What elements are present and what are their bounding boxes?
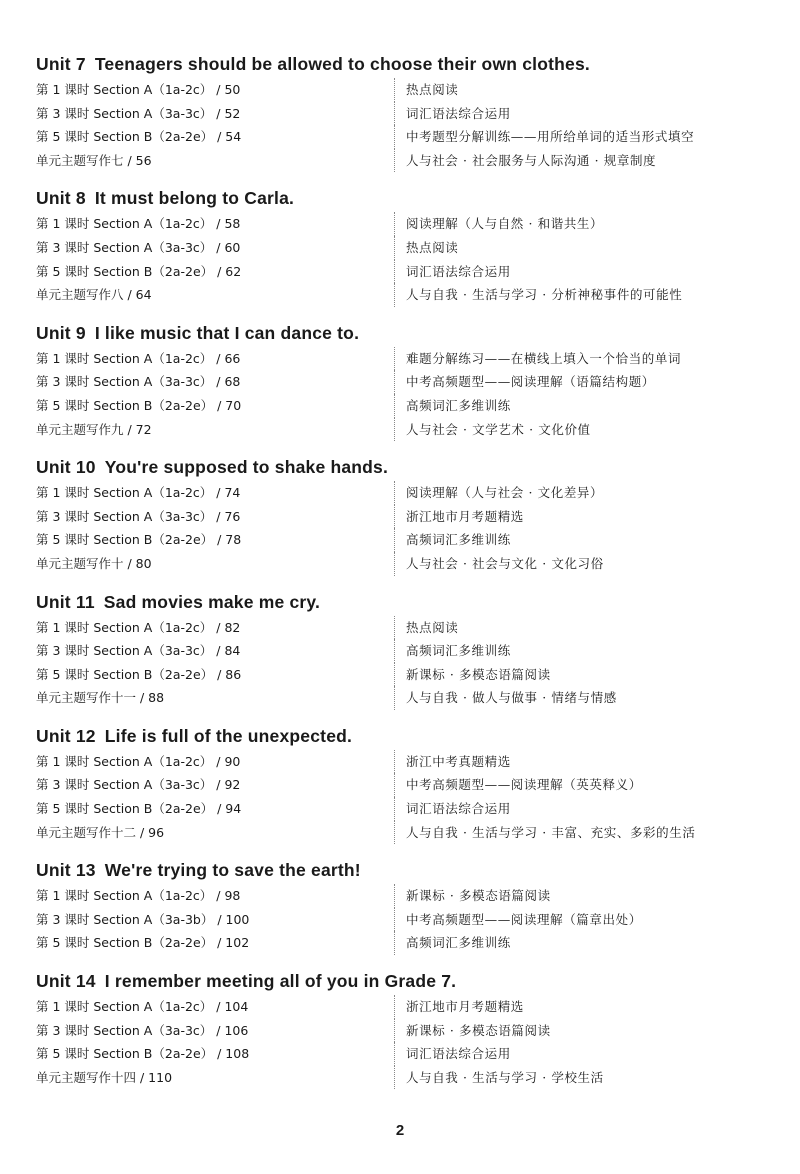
lesson-row [36,616,766,640]
lesson-entry: 第 5 课时 Section B（2a-2e） / 86 [36,666,242,682]
unit-section [36,50,766,172]
lesson-row [36,1042,766,1066]
unit-name: I remember meeting all of you in Grade 7. [104,971,457,992]
lesson-row [36,1066,766,1090]
lesson-row [36,773,766,797]
lesson-entry: 第 1 课时 Section A（1a-2c） / 74 [36,485,241,501]
unit-name: I like music that I can dance to. [94,322,360,343]
lesson-topic: 浙江中考真题精选 [406,753,511,769]
lesson-topic: 人与社会 · 社会与文化 · 文化习俗 [406,555,604,571]
dotted-divider [394,908,396,932]
lesson-entry: 第 5 课时 Section B（2a-2e） / 54 [36,129,242,145]
lesson-entry: 单元主题写作十二 / 96 [36,824,165,840]
lesson-entry: 第 3 课时 Section A（3a-3c） / 84 [36,643,241,659]
lesson-topic: 人与社会 · 文学艺术 · 文化价值 [406,421,591,437]
dotted-divider [394,149,396,173]
lesson-entry: 第 3 课时 Section A（3a-3c） / 92 [36,777,241,793]
unit-label: Unit 7 [36,54,86,74]
lesson-entry: 第 3 课时 Section A（3a-3c） / 68 [36,374,241,390]
lesson-entry: 第 1 课时 Section A（1a-2c） / 90 [36,753,241,769]
lesson-row [36,884,766,908]
lesson-topic: 人与自我 · 生活与学习 · 分析神秘事件的可能性 [406,287,683,303]
dotted-divider [394,931,396,955]
dotted-divider [394,283,396,307]
lesson-topic: 热点阅读 [406,619,459,635]
lesson-topic: 高频词汇多维训练 [406,532,511,548]
dotted-divider [394,1019,396,1043]
dotted-divider [394,370,396,394]
lesson-entry: 第 3 课时 Section A（3a-3c） / 60 [36,239,241,255]
dotted-divider [394,78,396,102]
lesson-topic: 高频词汇多维训练 [406,643,511,659]
lesson-topic: 高频词汇多维训练 [406,397,511,413]
lesson-topic: 中考高频题型——阅读理解（英英释义） [406,777,642,793]
dotted-divider [394,773,396,797]
dotted-divider [394,995,396,1019]
unit-label: Unit 13 [36,860,96,881]
lesson-row [36,481,766,505]
page-number: 2 [395,1122,405,1139]
unit-title [36,722,766,750]
lesson-entry: 单元主题写作七 / 56 [36,152,152,168]
lesson-topic: 词汇语法综合运用 [406,105,511,121]
lesson-row [36,639,766,663]
lesson-topic: 热点阅读 [406,239,459,255]
dotted-divider [394,884,396,908]
unit-section [36,453,766,575]
dotted-divider [394,347,396,371]
lesson-entry: 第 3 课时 Section A（3a-3b） / 100 [36,911,250,927]
lesson-entry: 第 1 课时 Section A（1a-2c） / 82 [36,619,241,635]
lesson-topic: 新课标 · 多模态语篇阅读 [406,1022,551,1038]
lesson-entry: 单元主题写作十四 / 110 [36,1069,173,1085]
dotted-divider [394,821,396,845]
dotted-divider [394,616,396,640]
lesson-topic: 人与自我 · 生活与学习 · 学校生活 [406,1069,604,1085]
lesson-row [36,236,766,260]
unit-label: Unit 12 [36,725,96,746]
unit-label: Unit 10 [36,457,96,478]
dotted-divider [394,663,396,687]
lesson-entry: 第 5 课时 Section B（2a-2e） / 70 [36,397,242,413]
lesson-topic: 新课标 · 多模态语篇阅读 [406,888,551,904]
lesson-topic: 阅读理解（人与自然 · 和谐共生） [406,216,604,232]
unit-label: Unit 9 [36,322,86,343]
lesson-row [36,528,766,552]
lesson-entry: 第 1 课时 Section A（1a-2c） / 98 [36,888,241,904]
lesson-topic: 词汇语法综合运用 [406,263,511,279]
lesson-entry: 第 5 课时 Section B（2a-2e） / 62 [36,263,242,279]
lesson-topic: 中考高频题型——阅读理解（篇章出处） [406,911,642,927]
dotted-divider [394,750,396,774]
lesson-row [36,505,766,529]
lesson-topic: 新课标 · 多模态语篇阅读 [406,666,551,682]
lesson-topic: 人与自我 · 做人与做事 · 情绪与情感 [406,690,617,706]
lesson-row [36,394,766,418]
lesson-entry: 第 5 课时 Section B（2a-2e） / 94 [36,801,242,817]
lesson-row [36,347,766,371]
unit-name: You're supposed to shake hands. [104,457,389,478]
unit-title [36,184,766,212]
lesson-topic: 人与自我 · 生活与学习 · 丰富、充实、多彩的生活 [406,824,696,840]
lesson-row [36,260,766,284]
dotted-divider [394,1066,396,1090]
dotted-divider [394,1042,396,1066]
dotted-divider [394,260,396,284]
dotted-divider [394,552,396,576]
dotted-divider [394,418,396,442]
lesson-topic: 浙江地市月考题精选 [406,508,524,524]
lesson-entry: 第 3 课时 Section A（3a-3c） / 52 [36,105,241,121]
lesson-entry: 单元主题写作九 / 72 [36,421,152,437]
lesson-row [36,995,766,1019]
lesson-row [36,418,766,442]
dotted-divider [394,639,396,663]
dotted-divider [394,125,396,149]
dotted-divider [394,236,396,260]
lesson-topic: 中考题型分解训练——用所给单词的适当形式填空 [406,129,695,145]
lesson-entry: 第 1 课时 Section A（1a-2c） / 66 [36,350,241,366]
lesson-topic: 热点阅读 [406,82,459,97]
unit-name: Teenagers should be allowed to choose their own clothes. [94,54,590,74]
lesson-topic: 阅读理解（人与社会 · 文化差异） [406,485,604,501]
lesson-entry: 第 1 课时 Section A（1a-2c） / 104 [36,999,249,1015]
lesson-entry: 第 1 课时 Section A（1a-2c） / 58 [36,216,241,232]
dotted-divider [394,212,396,236]
lesson-entry: 第 3 课时 Section A（3a-3c） / 76 [36,508,241,524]
lesson-row [36,125,766,149]
unit-label: Unit 8 [36,188,86,209]
lesson-entry: 第 3 课时 Section A（3a-3c） / 106 [36,1022,249,1038]
unit-section [36,184,766,306]
unit-label: Unit 14 [36,971,96,992]
lesson-topic: 中考高频题型——阅读理解（语篇结构题） [406,374,655,390]
unit-title [36,453,766,481]
unit-title [36,856,766,884]
unit-section [36,722,766,844]
lesson-row [36,78,766,102]
lesson-row [36,663,766,687]
lesson-row [36,908,766,932]
lesson-entry: 第 1 课时 Section A（1a-2c） / 50 [36,82,241,97]
unit-name: We're trying to save the earth! [104,860,361,881]
lesson-row [36,102,766,126]
lesson-row [36,552,766,576]
unit-name: Sad movies make me cry. [103,591,321,612]
lesson-row [36,821,766,845]
unit-name: Life is full of the unexpected. [104,725,353,746]
lesson-row [36,797,766,821]
dotted-divider [394,686,396,710]
unit-title [36,50,766,78]
unit-label: Unit 11 [36,591,95,612]
lesson-topic: 词汇语法综合运用 [406,801,511,817]
unit-section [36,319,766,441]
table-of-contents [36,50,766,1101]
unit-title [36,588,766,616]
lesson-row [36,1019,766,1043]
lesson-topic: 词汇语法综合运用 [406,1046,511,1062]
dotted-divider [394,102,396,126]
unit-section [36,588,766,710]
dotted-divider [394,797,396,821]
dotted-divider [394,481,396,505]
unit-section [36,967,766,1089]
unit-name: It must belong to Carla. [94,188,295,209]
unit-title [36,319,766,347]
lesson-topic: 难题分解练习——在横线上填入一个恰当的单词 [406,350,682,366]
lesson-topic: 高频词汇多维训练 [406,935,511,951]
lesson-entry: 单元主题写作八 / 64 [36,287,152,303]
lesson-topic: 人与社会 · 社会服务与人际沟通 · 规章制度 [406,152,657,168]
lesson-row [36,149,766,173]
lesson-row [36,686,766,710]
unit-title [36,967,766,995]
lesson-entry: 单元主题写作十一 / 88 [36,690,165,706]
lesson-row [36,750,766,774]
lesson-entry: 第 5 课时 Section B（2a-2e） / 78 [36,532,242,548]
lesson-topic: 浙江地市月考题精选 [406,999,524,1015]
lesson-entry: 第 5 课时 Section B（2a-2e） / 108 [36,1046,250,1062]
lesson-row [36,212,766,236]
unit-section [36,856,766,955]
lesson-row [36,370,766,394]
lesson-row [36,283,766,307]
lesson-entry: 第 5 课时 Section B（2a-2e） / 102 [36,935,250,951]
lesson-entry: 单元主题写作十 / 80 [36,555,152,571]
dotted-divider [394,505,396,529]
dotted-divider [394,528,396,552]
dotted-divider [394,394,396,418]
lesson-row [36,931,766,955]
